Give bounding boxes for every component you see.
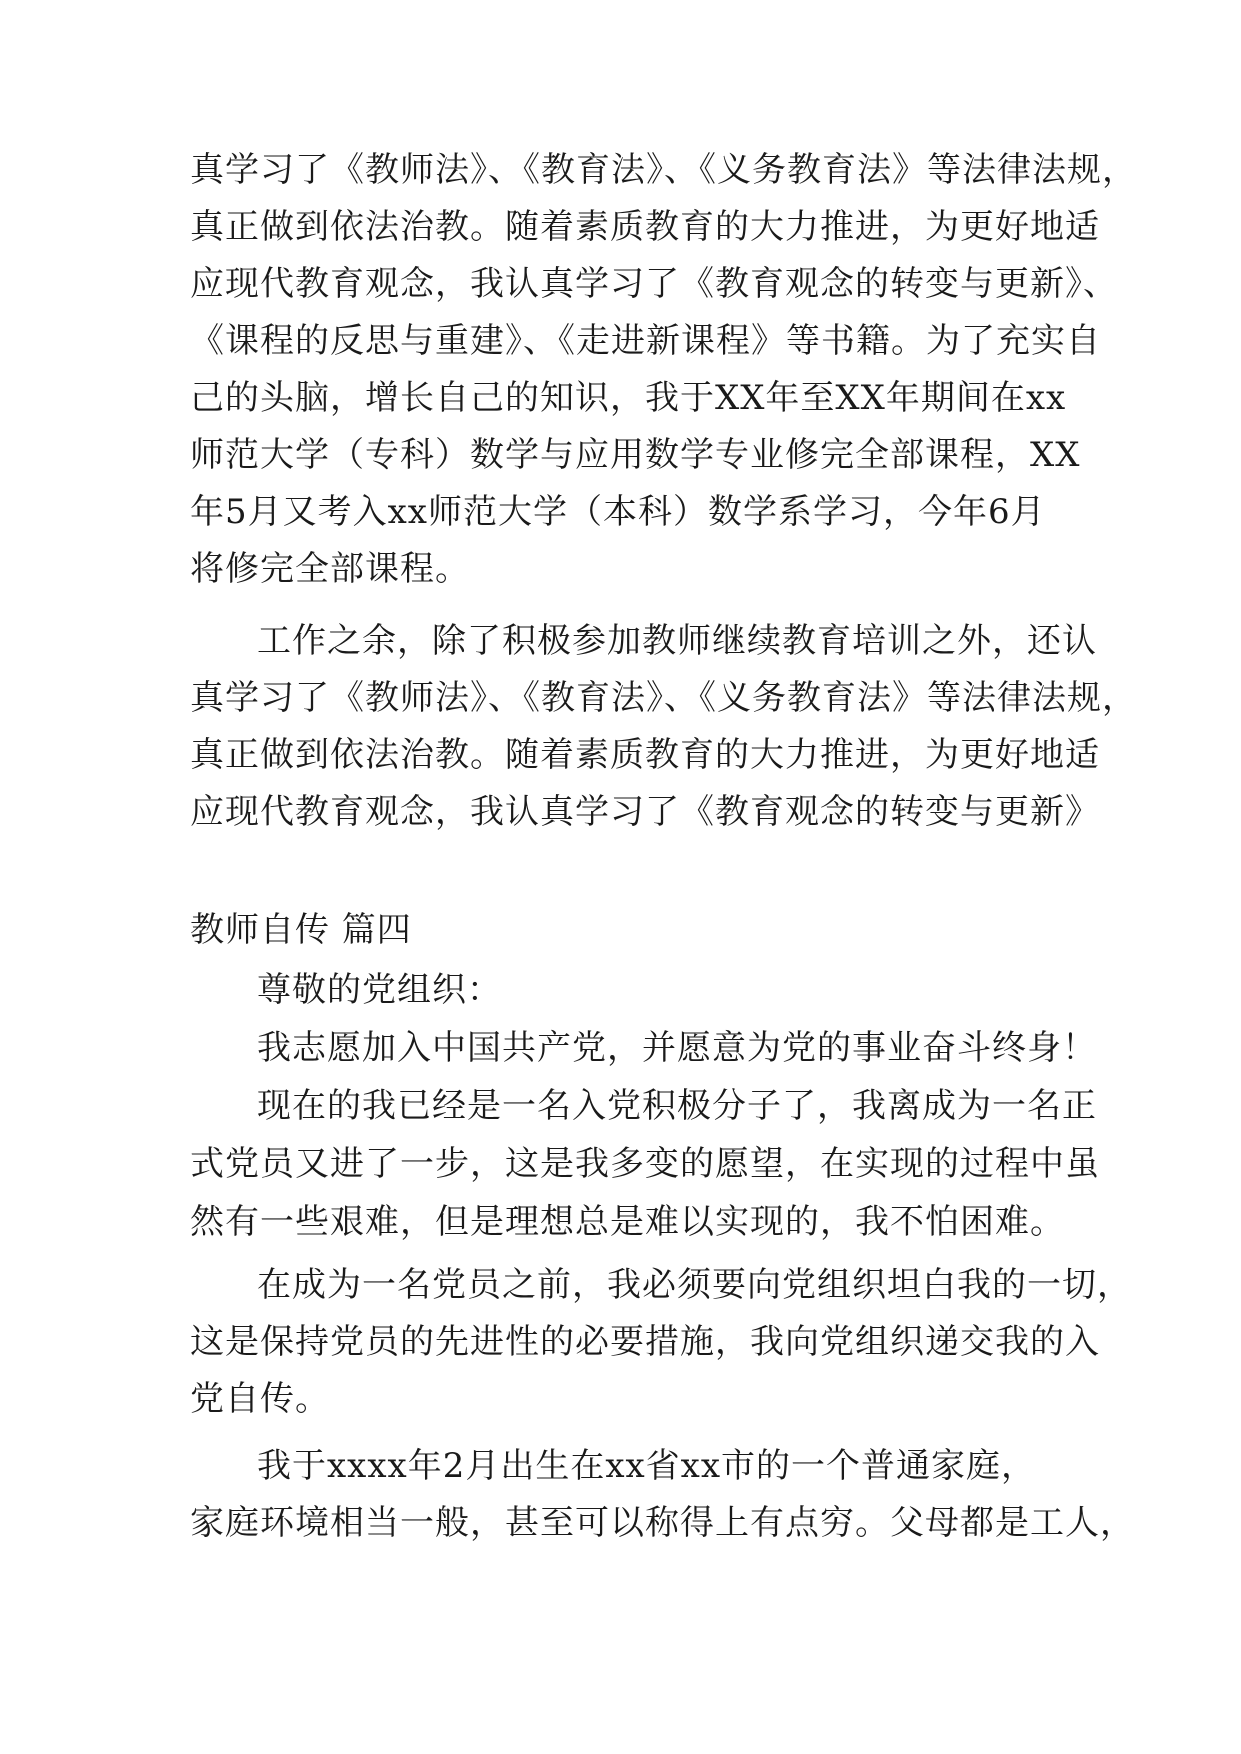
- text-line: 然有一些艰难，但是理想总是难以实现的，我不怕困难。: [190, 1202, 1065, 1242]
- text-line: 真学习了《教师法》、《教育法》、《义务教育法》等法律法规，: [190, 150, 1137, 190]
- text-line: 这是保持党员的先进性的必要措施，我向党组织递交我的入: [190, 1322, 1100, 1362]
- paragraph-first-line: 我于xxxx年2月出生在xx省xx市的一个普通家庭，: [257, 1446, 1037, 1486]
- text-line: 《课程的反思与重建》、《走进新课程》等书籍。为了充实自: [190, 321, 1101, 361]
- section-title: 教师自传 篇四: [190, 910, 412, 950]
- text-line: 真正做到依法治教。随着素质教育的大力推进，为更好地适: [190, 207, 1100, 247]
- text-line: 真正做到依法治教。随着素质教育的大力推进，为更好地适: [190, 735, 1100, 775]
- text-line: 师范大学（专科）数学与应用数学专业修完全部课程，XX: [190, 435, 1081, 475]
- text-line: 己的头脑，增长自己的知识，我于XX年至XX年期间在xx: [190, 378, 1067, 418]
- text-line: 党自传。: [190, 1379, 330, 1419]
- salutation: 尊敬的党组织：: [257, 970, 502, 1010]
- text-line: 式党员又进了一步，这是我多变的愿望，在实现的过程中虽: [190, 1144, 1100, 1184]
- paragraph-first-line: 在成为一名党员之前，我必须要向党组织坦白我的一切，: [257, 1265, 1132, 1305]
- paragraph-first-line: 现在的我已经是一名入党积极分子了，我离成为一名正: [257, 1086, 1097, 1126]
- text-line: 将修完全部课程。: [190, 549, 470, 589]
- text-line: 应现代教育观念，我认真学习了《教育观念的转变与更新》、: [190, 264, 1118, 304]
- text-line: 真学习了《教师法》、《教育法》、《义务教育法》等法律法规，: [190, 678, 1137, 718]
- paragraph-first-line: 工作之余，除了积极参加教师继续教育培训之外，还认: [257, 621, 1097, 661]
- text-line: 应现代教育观念，我认真学习了《教育观念的转变与更新》: [190, 792, 1100, 832]
- text-line: 家庭环境相当一般，甚至可以称得上有点穷。父母都是工人，: [190, 1503, 1135, 1543]
- text-line: 年5月又考入xx师范大学（本科）数学系学习，今年6月: [190, 492, 1046, 532]
- paragraph-first-line: 我志愿加入中国共产党，并愿意为党的事业奋斗终身！: [257, 1028, 1097, 1068]
